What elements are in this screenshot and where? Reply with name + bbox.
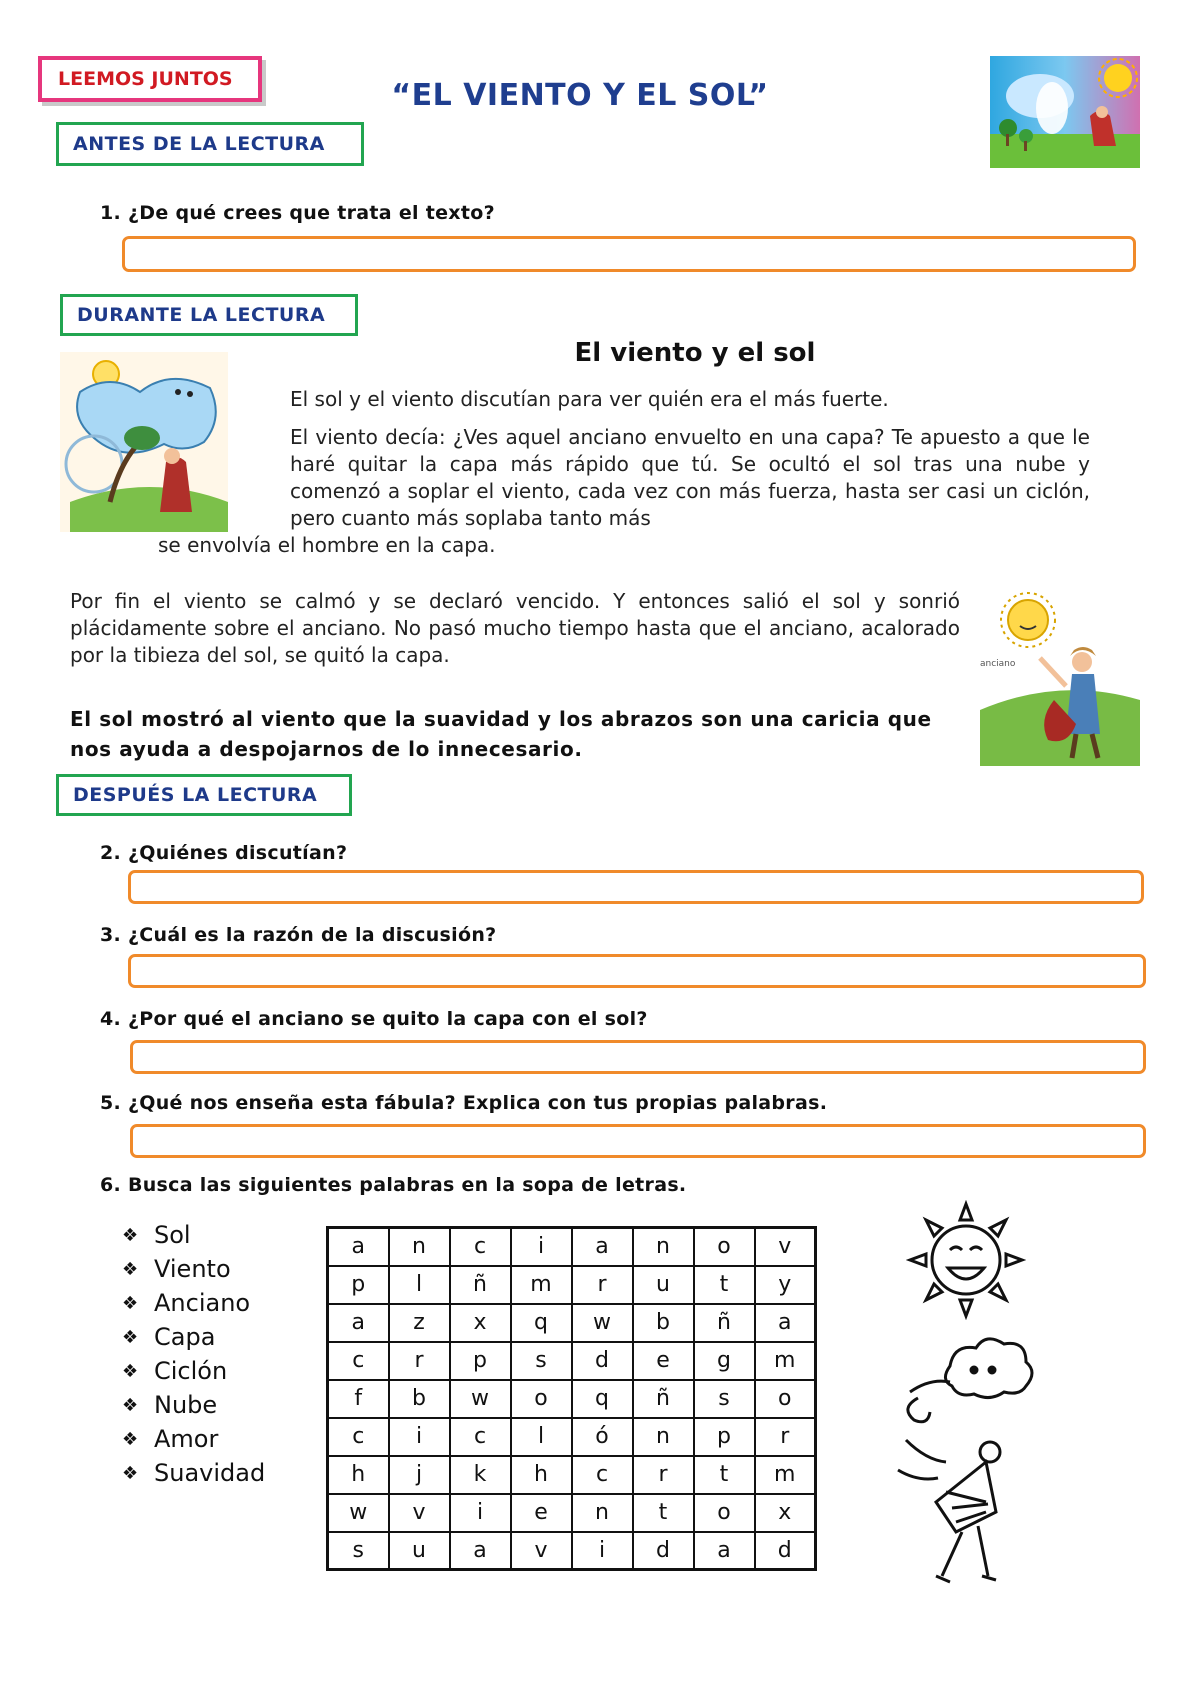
answer-field-1[interactable] [122, 236, 1136, 272]
grid-cell[interactable]: s [511, 1342, 572, 1380]
diamond-bullet-icon: ❖ [122, 1258, 139, 1280]
diamond-bullet-icon: ❖ [122, 1224, 139, 1246]
grid-cell[interactable]: q [572, 1380, 633, 1418]
grid-cell[interactable]: q [511, 1304, 572, 1342]
grid-cell[interactable]: n [633, 1228, 694, 1266]
answer-field-2[interactable] [128, 870, 1144, 904]
wind-sun-illustration [990, 56, 1140, 168]
grid-cell[interactable]: i [511, 1228, 572, 1266]
grid-cell[interactable]: l [389, 1266, 450, 1304]
grid-cell[interactable]: r [755, 1418, 816, 1456]
page-title: “EL VIENTO Y EL SOL” [391, 78, 769, 113]
grid-row [328, 1418, 816, 1456]
diamond-bullet-icon: ❖ [122, 1428, 139, 1450]
anciano-sun-illustration [980, 590, 1140, 766]
grid-row [328, 1228, 816, 1266]
grid-cell[interactable]: g [694, 1342, 755, 1380]
grid-cell[interactable]: v [389, 1494, 450, 1532]
grid-cell[interactable]: o [694, 1494, 755, 1532]
question-5: 5. ¿Qué nos enseña esta fábula? Explica con tus propias palabras. [100, 1092, 828, 1114]
grid-cell[interactable]: i [389, 1418, 450, 1456]
grid-cell[interactable]: ó [572, 1418, 633, 1456]
story-paragraph-3: Por fin el viento se calmó y se declaró vencido. Y entonces salió el sol y sonrió plácidamente sobre el anciano. No pasó mucho tiempo hasta que el anciano, acalorado por la tibieza del sol, se quitó la capa. [70, 589, 960, 667]
sun-face-icon [906, 1200, 1026, 1320]
question-4: 4. ¿Por qué el anciano se quito la capa con el sol? [100, 1008, 648, 1030]
list-item: ❖ Viento [122, 1255, 231, 1283]
list-item: ❖ Amor [122, 1425, 219, 1453]
grid-cell[interactable]: d [633, 1532, 694, 1570]
diamond-bullet-icon: ❖ [122, 1462, 139, 1484]
grid-cell[interactable]: a [694, 1532, 755, 1570]
story-title: El viento y el sol [574, 338, 816, 368]
grid-cell[interactable]: o [511, 1380, 572, 1418]
grid-cell[interactable]: e [511, 1494, 572, 1532]
wind-storm-illustration [60, 352, 228, 532]
grid-cell[interactable]: c [328, 1418, 389, 1456]
grid-cell[interactable]: t [633, 1494, 694, 1532]
grid-cell[interactable]: r [572, 1266, 633, 1304]
question-1: 1. ¿De qué crees que trata el texto? [100, 202, 495, 224]
grid-cell[interactable]: n [572, 1494, 633, 1532]
diamond-bullet-icon: ❖ [122, 1292, 139, 1314]
diamond-bullet-icon: ❖ [122, 1326, 139, 1348]
word-list [122, 1218, 265, 1490]
grid-cell[interactable]: o [694, 1228, 755, 1266]
grid-cell[interactable]: i [450, 1494, 511, 1532]
grid-row [328, 1304, 816, 1342]
grid-cell[interactable]: m [755, 1342, 816, 1380]
grid-row [328, 1494, 816, 1532]
grid-cell[interactable]: o [755, 1380, 816, 1418]
list-item: ❖ Nube [122, 1391, 218, 1419]
story-moral: El sol mostró al viento que la suavidad y los abrazos son una caricia que nos ayuda a despojarnos de lo innecesario. [70, 707, 932, 761]
grid-cell[interactable]: p [328, 1266, 389, 1304]
grid-cell[interactable]: b [389, 1380, 450, 1418]
grid-cell[interactable]: w [450, 1380, 511, 1418]
wind-cloud-icon [890, 1326, 1040, 1426]
word-search-grid [326, 1226, 817, 1571]
grid-cell[interactable]: s [694, 1380, 755, 1418]
walking-man-icon [896, 1430, 1026, 1590]
grid-cell[interactable]: v [755, 1228, 816, 1266]
diamond-bullet-icon: ❖ [122, 1360, 139, 1382]
list-item: ❖ Sol [122, 1221, 191, 1249]
grid-cell[interactable]: p [694, 1418, 755, 1456]
grid-row [328, 1532, 816, 1570]
grid-cell[interactable]: c [572, 1456, 633, 1494]
grid-cell[interactable]: a [328, 1228, 389, 1266]
answer-field-4[interactable] [130, 1040, 1146, 1074]
grid-cell[interactable]: m [511, 1266, 572, 1304]
grid-cell[interactable]: h [511, 1456, 572, 1494]
grid-cell[interactable]: s [328, 1532, 389, 1570]
grid-cell[interactable]: ñ [633, 1380, 694, 1418]
anciano-caption: anciano [980, 659, 1016, 669]
answer-field-3[interactable] [128, 954, 1146, 988]
grid-cell[interactable]: v [511, 1532, 572, 1570]
grid-row [328, 1342, 816, 1380]
grid-cell[interactable]: u [633, 1266, 694, 1304]
list-item: ❖ Suavidad [122, 1459, 266, 1487]
grid-cell[interactable]: w [572, 1304, 633, 1342]
grid-cell[interactable]: c [328, 1342, 389, 1380]
grid-cell[interactable]: e [633, 1342, 694, 1380]
answer-field-5[interactable] [130, 1124, 1146, 1158]
antes-lectura-label: ANTES DE LA LECTURA [56, 122, 364, 166]
grid-cell[interactable]: l [511, 1418, 572, 1456]
grid-cell[interactable]: n [633, 1418, 694, 1456]
grid-cell[interactable]: r [633, 1456, 694, 1494]
grid-cell[interactable]: i [572, 1532, 633, 1570]
grid-cell[interactable]: k [450, 1456, 511, 1494]
grid-cell[interactable]: a [572, 1228, 633, 1266]
grid-cell[interactable]: x [755, 1494, 816, 1532]
grid-cell[interactable]: d [572, 1342, 633, 1380]
question-3: 3. ¿Cuál es la razón de la discusión? [100, 924, 497, 946]
grid-cell[interactable]: t [694, 1266, 755, 1304]
story-paragraph-1: El sol y el viento discutían para ver quién era el más fuerte. [290, 387, 889, 411]
grid-cell[interactable]: ñ [450, 1266, 511, 1304]
grid-cell[interactable]: a [450, 1532, 511, 1570]
grid-cell[interactable]: j [389, 1456, 450, 1494]
list-item: ❖ Capa [122, 1323, 216, 1351]
despues-lectura-label: DESPUÉS LA LECTURA [56, 774, 352, 816]
diamond-bullet-icon: ❖ [122, 1394, 139, 1416]
grid-cell[interactable]: m [755, 1456, 816, 1494]
grid-cell[interactable]: b [633, 1304, 694, 1342]
question-2: 2. ¿Quiénes discutían? [100, 842, 348, 864]
grid-cell[interactable]: x [450, 1304, 511, 1342]
grid-cell[interactable]: z [389, 1304, 450, 1342]
grid-row [328, 1266, 816, 1304]
grid-cell[interactable]: p [450, 1342, 511, 1380]
grid-row [328, 1456, 816, 1494]
grid-cell[interactable]: h [328, 1456, 389, 1494]
question-6: 6. Busca las siguientes palabras en la sopa de letras. [100, 1174, 687, 1196]
grid-row [328, 1380, 816, 1418]
grid-cell[interactable]: a [755, 1304, 816, 1342]
grid-cell[interactable]: u [389, 1532, 450, 1570]
list-item: ❖ Anciano [122, 1289, 251, 1317]
story-paragraph-2: El viento decía: ¿Ves aquel anciano envuelto en una capa? Te apuesto a que le haré quitar la capa más rápido que tú. Se ocultó el sol tras una nube y comenzó a soplar el viento, cada vez con más fuerza, hasta ser casi un ciclón, pero cuanto más soplaba tanto más [290, 425, 1090, 530]
grid-cell[interactable]: w [328, 1494, 389, 1532]
grid-cell[interactable]: d [755, 1532, 816, 1570]
leemos-juntos-tag: LEEMOS JUNTOS [38, 56, 262, 102]
list-item: ❖ Ciclón [122, 1357, 228, 1385]
grid-cell[interactable]: ñ [694, 1304, 755, 1342]
grid-cell[interactable]: n [389, 1228, 450, 1266]
grid-cell[interactable]: f [328, 1380, 389, 1418]
story-paragraph-2-end: se envolvía el hombre en la capa. [158, 533, 496, 557]
grid-cell[interactable]: c [450, 1228, 511, 1266]
grid-cell[interactable]: t [694, 1456, 755, 1494]
grid-cell[interactable]: r [389, 1342, 450, 1380]
grid-cell[interactable]: a [328, 1304, 389, 1342]
grid-cell[interactable]: y [755, 1266, 816, 1304]
grid-cell[interactable]: c [450, 1418, 511, 1456]
durante-lectura-label: DURANTE LA LECTURA [60, 294, 358, 336]
